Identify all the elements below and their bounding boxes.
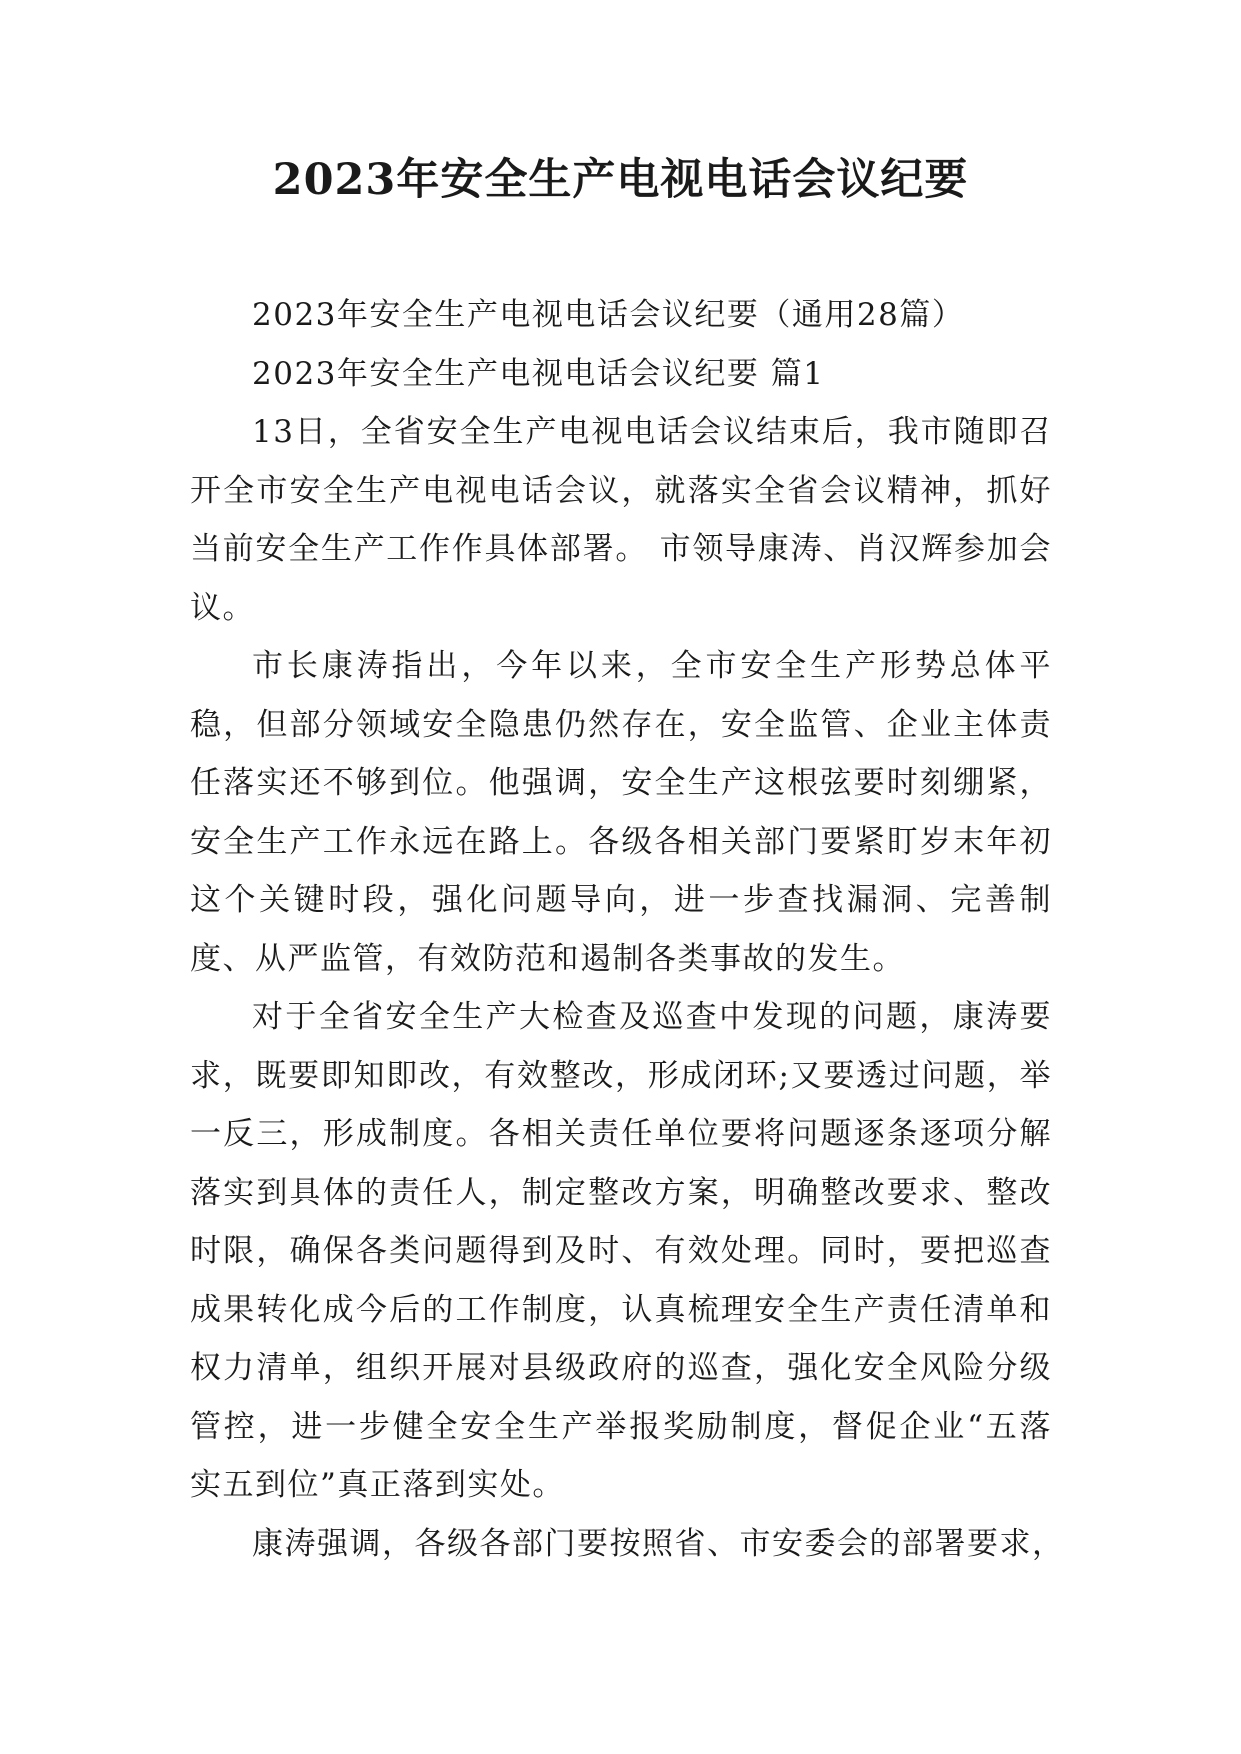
- document-title: 2023年安全生产电视电话会议纪要: [272, 155, 969, 205]
- document-body: [190, 286, 1065, 1573]
- body-paragraph: 康涛强调，各级各部门要按照省、市安委会的部署要求，: [252, 1525, 1065, 1562]
- section-heading: 2023年安全生产电视电话会议纪要 篇1: [252, 355, 825, 392]
- body-paragraph: 市长康涛指出，今年以来，全市安全生产形势总体平稳，但部分领域安全隐患仍然存在，安全监管、企业主体责任落实还不够到位。他强调，安全生产这根弦要时刻绷紧，安全生产工作永远在路上。各级各相关部门要紧盯岁末年初这个关键时段，强化问题导向，进一步查找漏洞、完善制度、从严监管，有效防范和遏制各类事故的发生。: [190, 648, 1052, 977]
- document-subtitle: 2023年安全生产电视电话会议纪要（通用28篇）: [252, 297, 965, 333]
- body-paragraph: 对于全省安全生产大检查及巡查中发现的问题，康涛要求，既要即知即改，有效整改，形成闭环;又要透过问题，举一反三，形成制度。各相关责任单位要将问题逐条逐项分解落实到具体的责任人，制定整改方案，明确整改要求、整改时限，确保各类问题得到及时、有效处理。同时，要把巡查成果转化成今后的工作制度，认真梳理安全生产责任清单和权力清单，组织开展对县级政府的巡查，强化安全风险分级管控，进一步健全安全生产举报奖励制度，督促企业“五落实五到位”真正落到实处。: [190, 999, 1052, 1503]
- body-paragraph: 13日，全省安全生产电视电话会议结束后，我市随即召开全市安全生产电视电话会议，就落实全省会议精神，抓好当前安全生产工作作具体部署。 市领导康涛、肖汉辉参加会议。: [190, 414, 1052, 626]
